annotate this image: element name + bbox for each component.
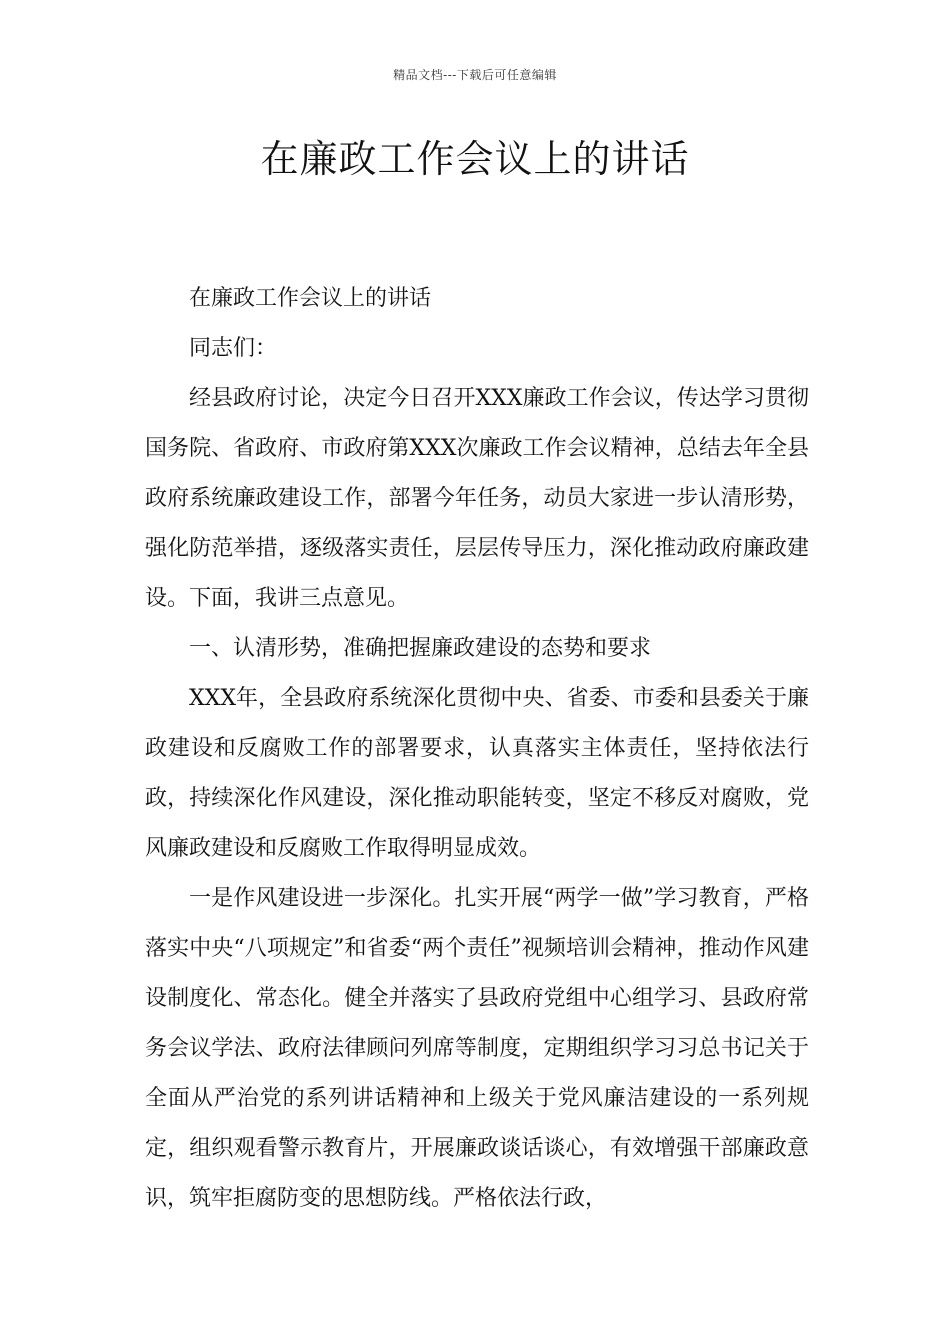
paragraph-intro: 经县政府讨论，决定今日召开XXX廉政工作会议，传达学习贯彻国务院、省政府、市政府第XXX次廉政工作会议精神，总结去年全县政府系统廉政建设工作，部署今年任务，动员大家进一步认清形势，强化防范举措，逐级落实责任，层层传导压力，深化推动政府廉政建设。下面，我讲三点意见。 (145, 386, 809, 611)
paragraph-point-1: 一是作风建设进一步深化。扎实开展“两学一做”学习教育，严格落实中央“八项规定”和省委“两个责任”视频培训会精神，推动作风建设制度化、常态化。健全并落实了县政府党组中心组学习、县政府常务会议学法、政府法律顾问列席等制度，定期组织学习习总书记关于全面从严治党的系列讲话精神和上级关于党风廉洁建设的一系列规定，组织观看警示教育片，开展廉政谈话谈心，有效增强干部廉政意识，筑牢拒腐防变的思想防线。严格依法行政， (145, 886, 809, 1211)
section-heading-1: 一、认清形势，准确把握廉政建设的态势和要求 (189, 636, 652, 661)
paragraph-summary: XXX年，全县政府系统深化贯彻中央、省委、市委和县委关于廉政建设和反腐败工作的部署要求，认真落实主体责任，坚持依法行政，持续深化作风建设，深化推动职能转变，坚定不移反对腐败，党风廉政建设和反腐败工作取得明显成效。 (145, 686, 809, 861)
paragraph-salutation: 同志们： (189, 336, 278, 361)
document-body (145, 274, 809, 1224)
header-note: 精品文档---下载后可任意编辑 (393, 68, 557, 82)
paragraph-subtitle: 在廉政工作会议上的讲话 (189, 286, 432, 311)
document-title: 在廉政工作会议上的讲话 (260, 137, 690, 181)
